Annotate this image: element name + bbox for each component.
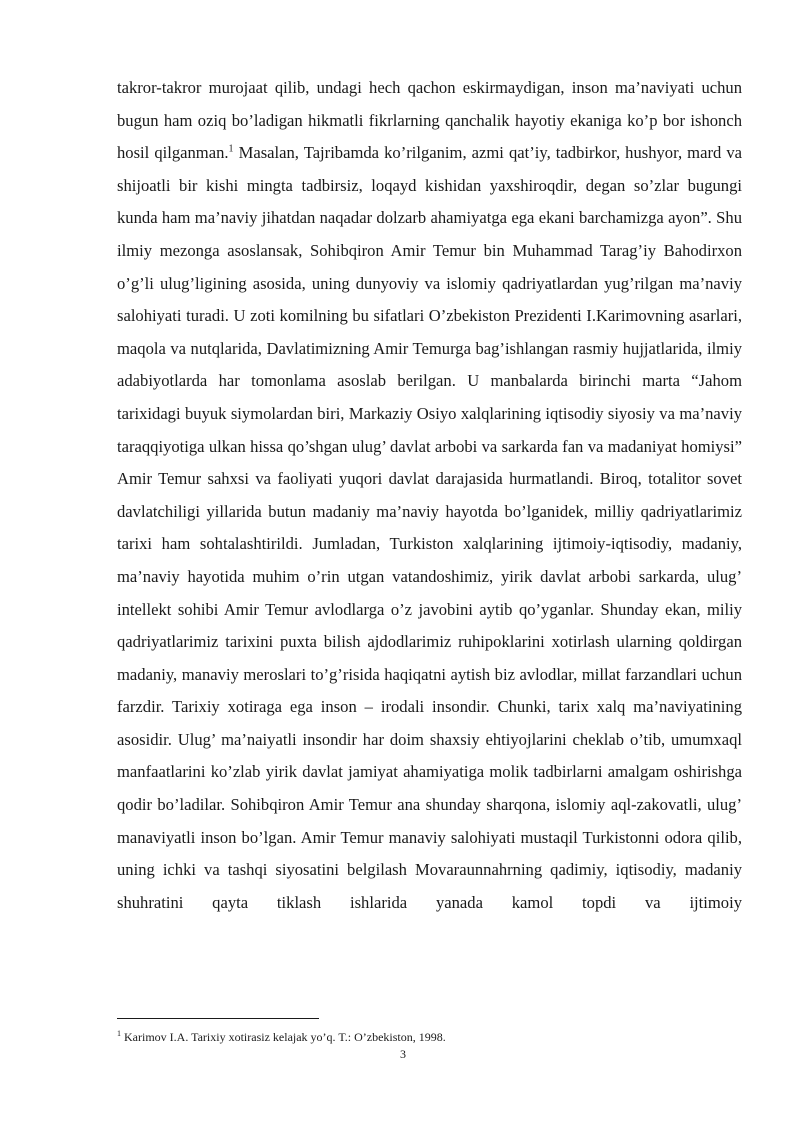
paragraph-text-part2: Masalan, Tajribamda ko’rilganim, azmi qat’iy, tadbirkor, hushyor, mard va shijoatli bir kishi mingta tadbirsiz, loqayd kishidan yaxshiroqdir, degan so’zlar bugungi kunda ham ma’naviy jihatdan naqadar dolzarb ahamiyatga ega ekani barchamizga ayon”. Shu ilmiy mezonga asoslansak, Sohibqiron Amir Temur bin Muhammad Tarag’iy Bahodirxon o’g’li ulug’ligining asosida, uning dunyoviy va islomiy qadriyatlardan yug’rilgan ma’naviy salohiyati turadi. U zoti komilning bu sifatlari O’zbekiston Prezidenti I.Karimovning asarlari, maqola va nutqlarida, Davlatimizning Amir Temurga bag’ishlangan rasmiy hujjatlarida, ilmiy adabiyotlarda har tomonlama asoslab berilgan. U manbalarda birinchi marta “Jahom tarixidagi buyuk siymolardan biri, Markaziy Osiyo xalqlarining iqtisodiy siyosiy va ma’naviy taraqqiyotiga ulkan hissa qo’shgan ulug’ davlat arbobi va sarkarda fan va madaniyat homiysi” Amir Temur sahxsi va faoliyati yuqori davlat darajasida hurmatlandi. Biroq, totalitor sovet davlatchiligi yillarida butun madaniy ma’naviy hayotda bo’lganidek, milliy qadriyatlarimiz tarixi ham sohtalashtirildi. Jumladan, Turkiston xalqlarining ijtimoiy-iqtisodiy, madaniy, ma’naviy hayotida muhim o’rin utgan vatandoshimiz, yirik davlat arbobi sarkarda, ulug’ intellekt sohibi Amir Temur avlodlarga o’z javobini aytib qo’yganlar. Shunday ekan, miliy qadriyatlarimiz tarixini puxta bilish ajdodlarimiz ruhipoklarini xotirlash ularning qoldirgan madaniy, manaviy meroslari to’g’risida haqiqatni aytish biz avlodlar, millat farzandlari uchun farzdir. Tarixiy xotiraga ega inson – irodali insondir. Chunki, tarix xalq ma’naviyatining asosidir. Ulug’ ma’naiyatli insondir har doim shaxsiy ehtiyojlarini cheklab o’tib, umumxaql manfaatlarini ko’zlab yirik davlat jamiyat ahamiyatiga molik tadbirlarni amalgam oshirishga qodir bo’ladilar. Sohibqiron Amir Temur ana shunday sharqona, islomiy aql-zakovatli, ulug’ manaviyatli inson bo’lgan. Amir Temur manaviy salohiyati mustaqil Turkistonni odora qilib, uning ichki va tashqi siyosatini belgilash Movaraunnahrning qadimiy, iqtisodiy, madaniy shuhratini qayta tiklash ishlarida yanada kamol topdi va ijtimoiy (117, 143, 742, 912)
body-text (117, 72, 742, 919)
footnote (117, 1030, 742, 1045)
page-number: 3 (400, 1047, 406, 1061)
footnote-text: Karimov I.A. Tarixiy xotirasiz kelajak yo’q. T.: O’zbekiston, 1998. (121, 1030, 446, 1044)
footnote-reference[interactable]: 1 (228, 143, 234, 155)
footnote-marker: 1 (117, 1029, 121, 1038)
footnote-separator (117, 1018, 319, 1019)
body-paragraph (117, 72, 742, 919)
paragraph-text-part1: takror-takror murojaat qilib, undagi hech qachon eskirmaydigan, inson ma’naviyati uchun bugun ham oziq bo’ladigan hikmatli fikrlarning qanchalik hayotiy ekaniga ko’p bor ishonch hosil qilganman. (117, 78, 742, 163)
